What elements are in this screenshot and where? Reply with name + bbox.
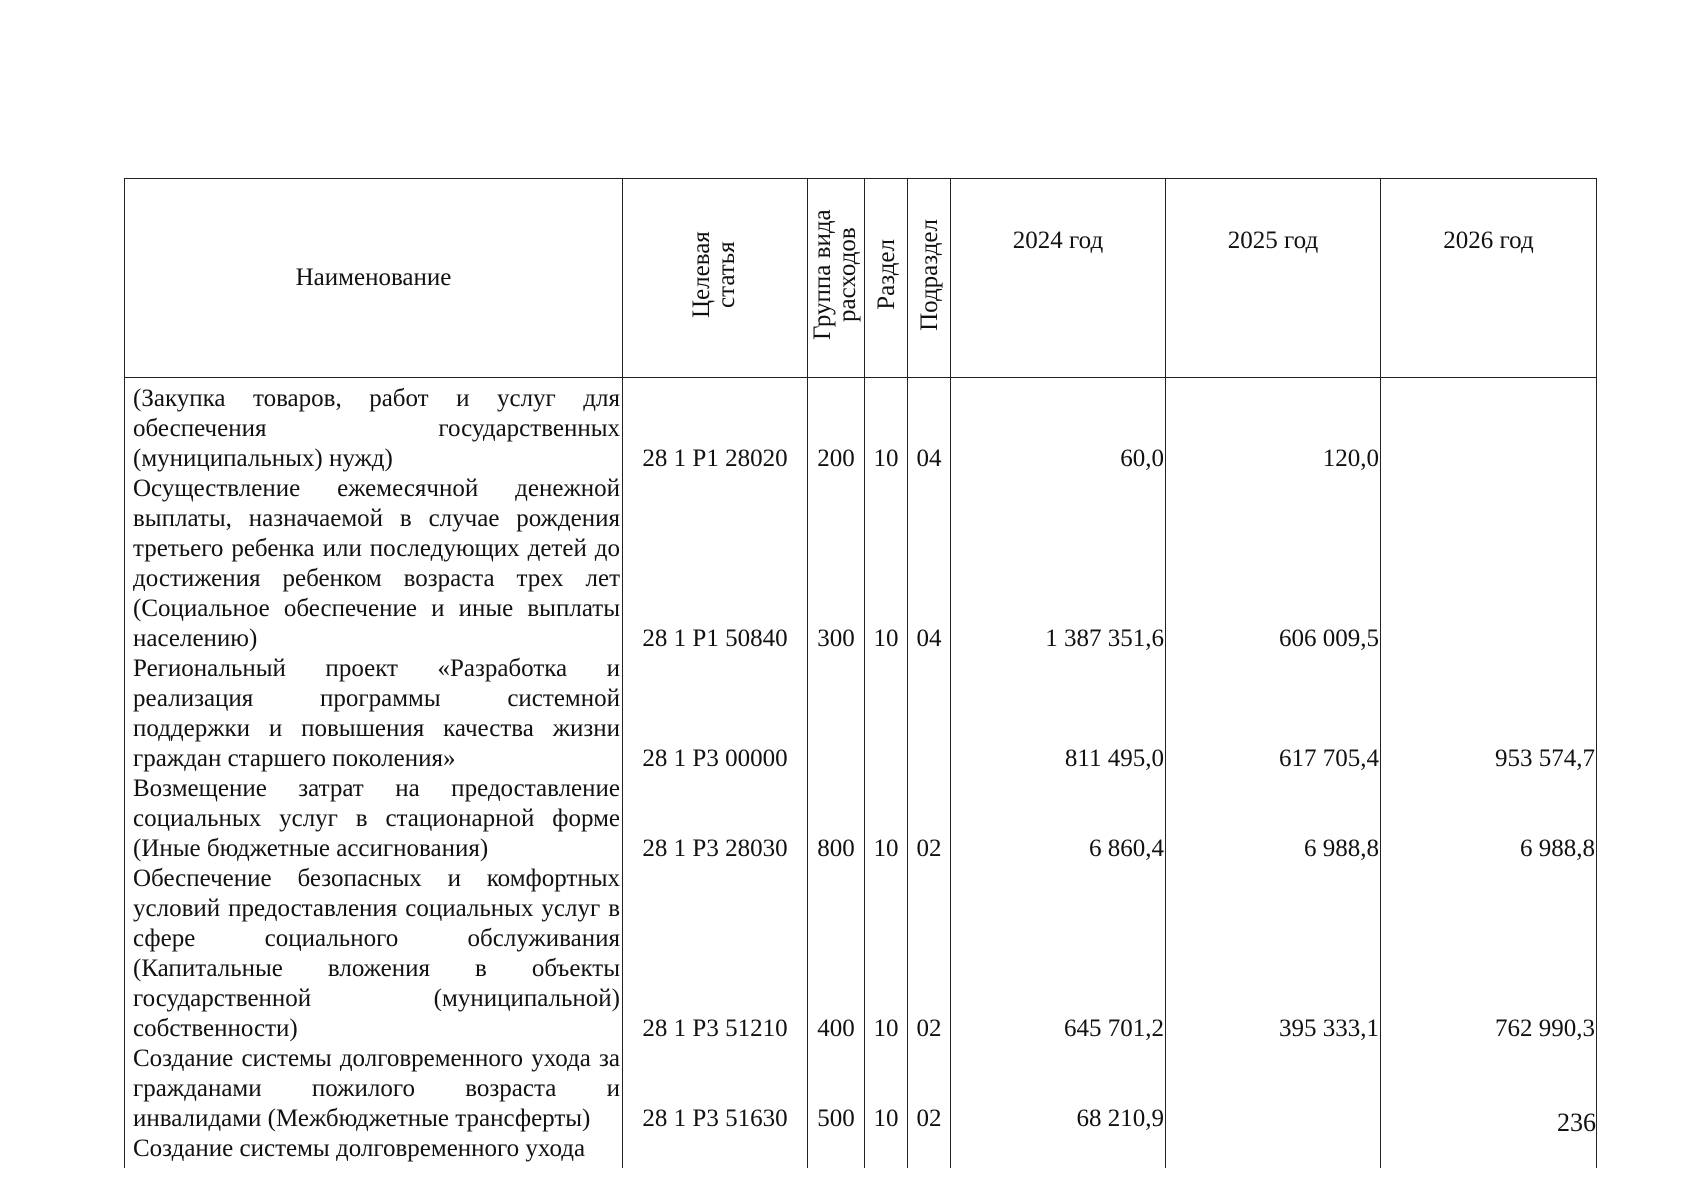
- header-2024: 2024 год: [951, 179, 1166, 378]
- header-subsection: Подраздел: [908, 179, 951, 378]
- row-group: 400: [808, 864, 865, 1044]
- row-subsection: 04: [908, 378, 951, 475]
- row-2024: 811 495,0: [951, 654, 1166, 774]
- page-number: 236: [1557, 1108, 1596, 1137]
- row-subsection: 02: [908, 774, 951, 864]
- row-name: Возмещение затрат на предоставление социальных услуг в стационарной форме (Иные бюджетные ассигнования): [125, 774, 623, 864]
- budget-table: [124, 178, 1597, 1168]
- row-2025: 120,0: [1166, 378, 1381, 475]
- row-2024: 1 387 351,6: [951, 474, 1166, 654]
- header-expense-group: Группа вида расходов: [808, 179, 865, 378]
- row-section: 10: [865, 1044, 908, 1134]
- row-2026: 6 988,8: [1381, 774, 1597, 864]
- row-target: 28 1 P3 28030: [623, 774, 808, 864]
- row-2026: 953 574,7: [1381, 654, 1597, 774]
- row-2026: [1381, 474, 1597, 654]
- row-2024: 60,0: [951, 378, 1166, 475]
- row-group: 300: [808, 474, 865, 654]
- table-row: [125, 474, 1597, 654]
- table-row: [125, 864, 1597, 1044]
- row-name: Обеспечение безопасных и комфортных условий предоставления социальных услуг в сфере социального обслуживания (Капитальные вложения в объекты государственной (муниципальной) собственности): [125, 864, 623, 1044]
- table-row: [125, 1044, 1597, 1134]
- row-subsection: 02: [908, 864, 951, 1044]
- header-name: Наименование: [125, 179, 623, 378]
- row-2025: 617 705,4: [1166, 654, 1381, 774]
- row-2024: 6 860,4: [951, 774, 1166, 864]
- header-target: Целевая статья: [623, 179, 808, 378]
- row-2024: 68 210,9: [951, 1044, 1166, 1134]
- row-section: 10: [865, 378, 908, 475]
- table-row: [125, 378, 1597, 475]
- row-target: 28 1 P3 51210: [623, 864, 808, 1044]
- row-name: (Закупка товаров, работ и услуг для обеспечения государственных (муниципальных) нужд): [125, 378, 623, 475]
- header-section: Раздел: [865, 179, 908, 378]
- row-section: 10: [865, 864, 908, 1044]
- row-2025: 606 009,5: [1166, 474, 1381, 654]
- row-2025: 395 333,1: [1166, 864, 1381, 1044]
- row-target: 28 1 P3 00000: [623, 654, 808, 774]
- table-row: [125, 774, 1597, 864]
- row-name-continued: Создание системы долговременного ухода: [125, 1134, 623, 1168]
- row-name: Создание системы долговременного ухода за гражданами пожилого возраста и инвалидами (Межбюджетные трансферты): [125, 1044, 623, 1134]
- row-section: 10: [865, 774, 908, 864]
- row-target: 28 1 P3 51630: [623, 1044, 808, 1134]
- table-header-row: [125, 179, 1597, 378]
- row-section: [865, 654, 908, 774]
- row-subsection: [908, 654, 951, 774]
- row-subsection: 02: [908, 1044, 951, 1134]
- row-name: Осуществление ежемесячной денежной выплаты, назначаемой в случае рождения третьего ребенка или последующих детей до достижения ребенком возраста трех лет (Социальное обеспечение и иные выплаты населению): [125, 474, 623, 654]
- row-group: 200: [808, 378, 865, 475]
- header-2026: 2026 год: [1381, 179, 1597, 378]
- row-2024: 645 701,2: [951, 864, 1166, 1044]
- row-group: 500: [808, 1044, 865, 1134]
- header-2025: 2025 год: [1166, 179, 1381, 378]
- row-section: 10: [865, 474, 908, 654]
- row-2025: 6 988,8: [1166, 774, 1381, 864]
- table-row: [125, 654, 1597, 774]
- row-target: 28 1 P1 50840: [623, 474, 808, 654]
- row-2026: [1381, 378, 1597, 475]
- row-target: 28 1 P1 28020: [623, 378, 808, 475]
- row-group: 800: [808, 774, 865, 864]
- row-name: Региональный проект «Разработка и реализация программы системной поддержки и повышения качества жизни граждан старшего поколения»: [125, 654, 623, 774]
- row-2025: [1166, 1044, 1381, 1134]
- row-2026: 762 990,3: [1381, 864, 1597, 1044]
- row-group: [808, 654, 865, 774]
- row-subsection: 04: [908, 474, 951, 654]
- table-row-continuation: [125, 1134, 1597, 1168]
